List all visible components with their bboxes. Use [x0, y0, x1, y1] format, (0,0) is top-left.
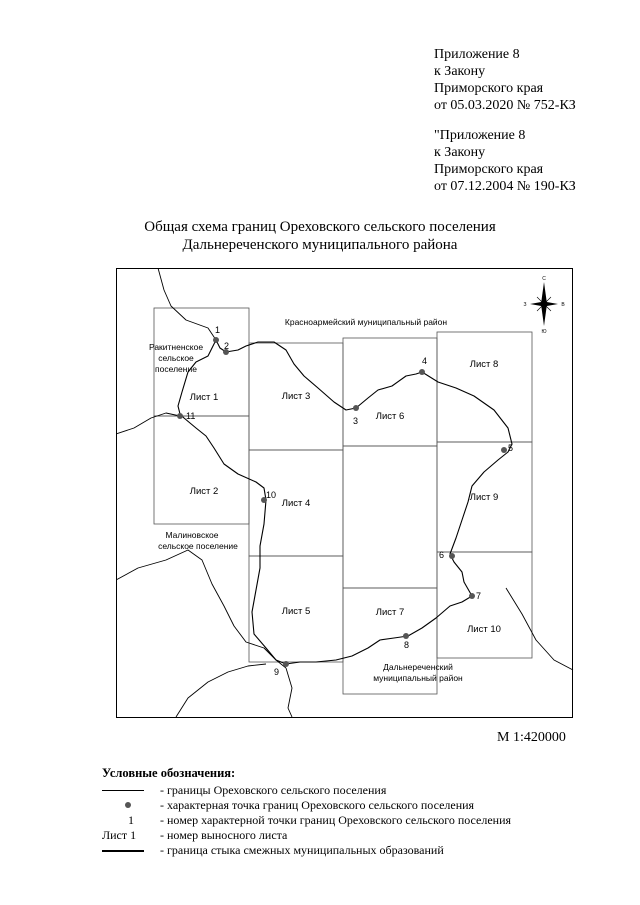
point-label-9: 9: [274, 667, 280, 677]
header-line: от 05.03.2020 № 752-КЗ: [434, 98, 576, 113]
legend-item-sheet: [102, 828, 288, 843]
region-label-malinovskoe-1: Малиновское: [165, 530, 219, 540]
dalnerechensky-south-boundary: [286, 668, 292, 717]
point-label-2: 2: [224, 341, 230, 351]
compass-east: В: [561, 302, 565, 308]
region-label-malinovskoe-2: сельское поселение: [158, 541, 238, 551]
point-marker-6: [449, 553, 455, 559]
region-label-rakitnenskoe-3: поселение: [155, 364, 197, 374]
point-label-11: 11: [186, 411, 196, 421]
map-scale: М 1:420000: [497, 730, 566, 745]
point-label-4: 4: [422, 356, 428, 366]
legend: [102, 766, 512, 858]
characteristic-points: [177, 337, 507, 667]
rakitnenskoe-boundary: [158, 268, 216, 340]
compass-north: С: [542, 276, 546, 282]
title-line-2: Дальнереченского муниципального района: [182, 237, 458, 253]
point-marker-1: [213, 337, 219, 343]
southwest-boundary: [176, 664, 266, 717]
legend-title: Условные обозначения:: [102, 766, 236, 780]
point-label-1: 1: [215, 325, 221, 335]
compass-west: З: [523, 302, 527, 308]
boundary-map: [116, 268, 574, 718]
point-marker-3: [353, 405, 359, 411]
settlement-boundary: [178, 340, 512, 664]
region-label-krasnoarmeisky: Красноармейский муниципальный район: [284, 317, 448, 327]
legend-text: - номер выносного листа: [160, 828, 288, 842]
legend-text: - граница стыка смежных муниципальных образований: [160, 843, 444, 857]
compass-south: Ю: [541, 329, 547, 335]
legend-text: - номер характерной точки границ Ореховского сельского поселения: [160, 813, 512, 827]
header-line: Приморского края: [434, 162, 544, 177]
point-marker-4: [419, 369, 425, 375]
header-line: "Приложение 8: [434, 128, 526, 143]
region-label-rakitnenskoe-1: Ракитненское: [148, 342, 204, 352]
sheet-label-6: Лист 6: [375, 411, 405, 422]
legend-dot-icon: [125, 802, 131, 808]
sheet-6-frame: [343, 338, 437, 446]
sheet-label-9: Лист 9: [469, 492, 499, 503]
sheet-blank-frame: [343, 446, 437, 588]
sheet-label-1: Лист 1: [189, 392, 219, 403]
region-label-dalnerechensky-2: муниципальный район: [373, 673, 463, 683]
sheet-label-2: Лист 2: [189, 486, 219, 497]
legend-symbol: Лист 1: [102, 828, 137, 842]
legend-symbol: 1: [128, 813, 134, 827]
point-marker-8: [403, 633, 409, 639]
legend-item-boundary: [102, 783, 387, 798]
region-label-rakitnenskoe-2: сельское: [158, 353, 194, 363]
point-label-6: 6: [439, 550, 445, 560]
header-current-law: [434, 46, 576, 114]
point-label-5: 5: [508, 443, 514, 453]
point-marker-7: [469, 593, 475, 599]
region-label-dalnerechensky-1: Дальнереченский: [383, 662, 453, 672]
point-label-7: 7: [476, 591, 482, 601]
point-marker-9: [283, 661, 289, 667]
header-original-law: [434, 127, 576, 195]
title-line-1: Общая схема границ Ореховского сельского поселения: [144, 219, 496, 235]
document-title: [0, 218, 640, 254]
legend-line-thick-icon: [102, 850, 144, 852]
legend-text: - характерная точка границ Ореховского сельского поселения: [160, 798, 475, 812]
sheet-label-5: Лист 5: [281, 606, 311, 617]
adjacent-boundaries: [116, 268, 573, 717]
header-line: Приморского края: [434, 81, 544, 96]
point-marker-5: [501, 447, 507, 453]
sheet-label-4: Лист 4: [281, 498, 311, 509]
legend-line-thin-icon: [102, 790, 144, 791]
map-frame: [117, 269, 573, 718]
sheet-10-frame: [437, 552, 532, 658]
point-label-10: 10: [266, 490, 277, 500]
sheet-label-3: Лист 3: [281, 391, 311, 402]
sheet-8-frame: [437, 332, 532, 442]
header-line: Приложение 8: [434, 47, 520, 62]
legend-text: - границы Ореховского сельского поселения: [160, 783, 387, 797]
header-line: от 07.12.2004 № 190-КЗ: [434, 179, 576, 194]
point-marker-11: [177, 413, 183, 419]
header-line: к Закону: [434, 64, 486, 79]
compass-rose: [523, 276, 565, 335]
legend-item-junction: [102, 843, 444, 858]
sheet-label-8: Лист 8: [469, 359, 499, 370]
header-line: к Закону: [434, 145, 486, 160]
sheet-label-10: Лист 10: [467, 624, 501, 635]
sheet-label-7: Лист 7: [375, 607, 405, 618]
point-label-3: 3: [353, 416, 359, 426]
point-label-8: 8: [404, 640, 410, 650]
legend-item-point: [102, 798, 475, 813]
legend-item-point-number: [102, 813, 512, 828]
